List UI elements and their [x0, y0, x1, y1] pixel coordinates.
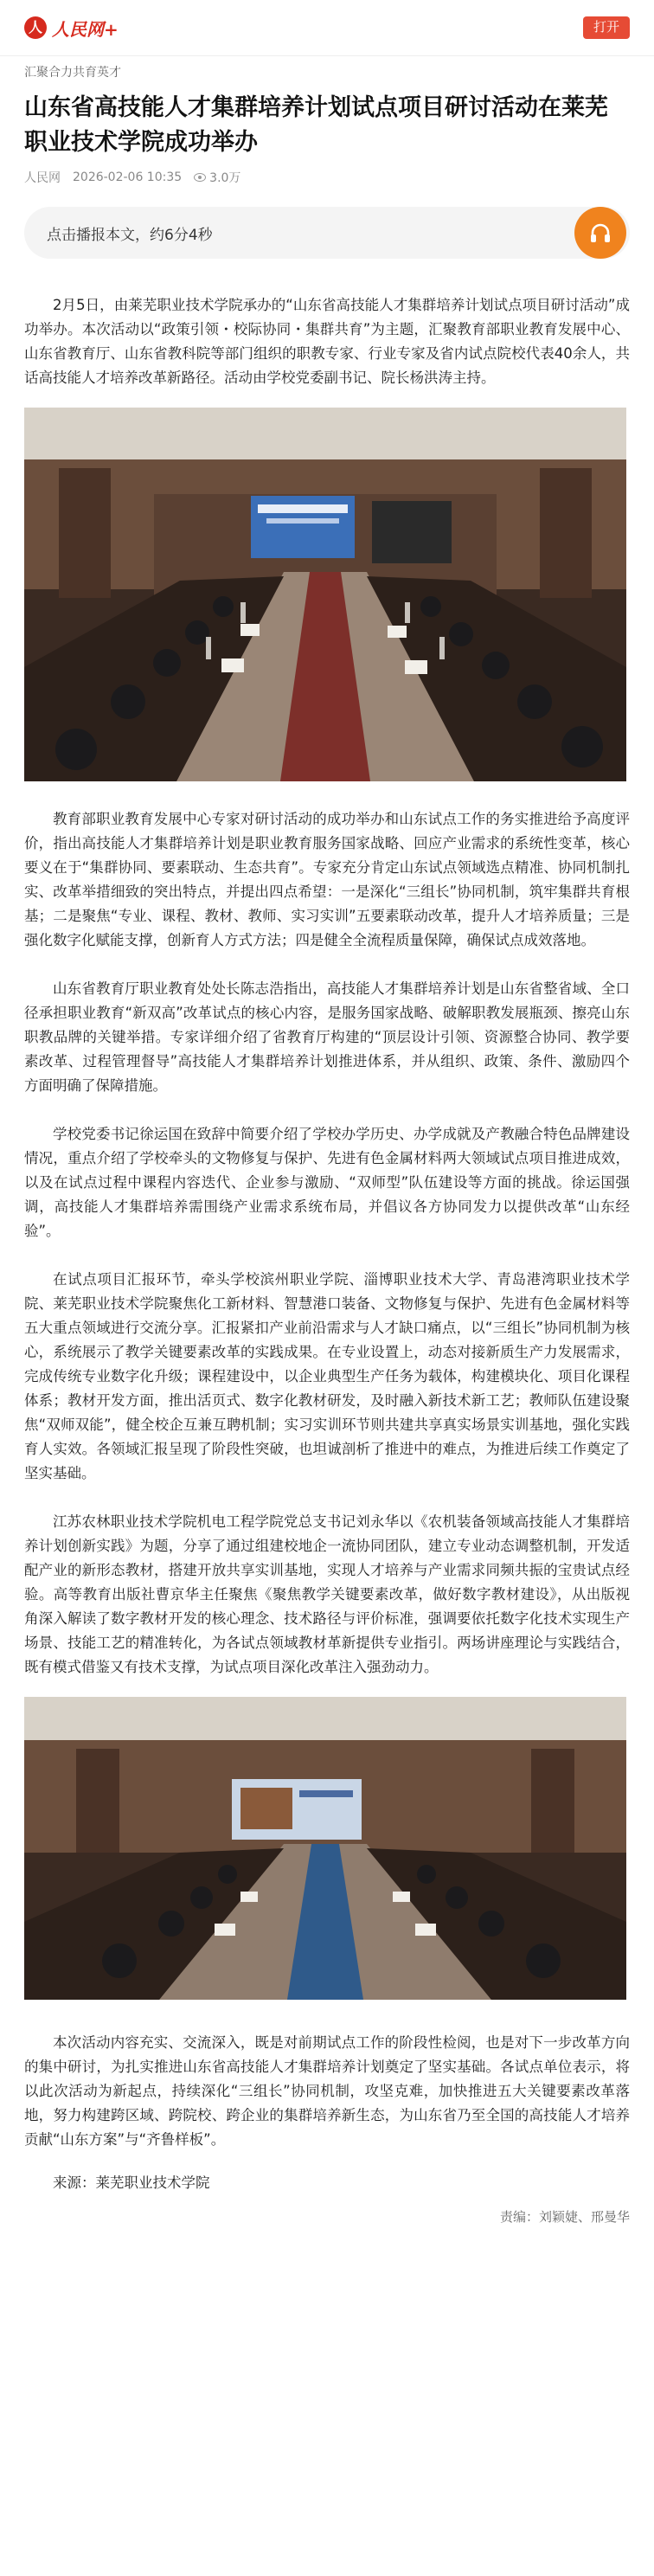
top-bar — [0, 0, 654, 56]
headphones-icon — [587, 220, 613, 246]
audio-label: 点击播报本文，约6分4秒 — [47, 226, 213, 244]
publish-datetime: 2026-02-06 10:35 — [73, 170, 183, 184]
eye-icon — [194, 173, 206, 182]
meeting-photo-2 — [24, 1697, 626, 2000]
meeting-photo-2-image — [24, 1697, 626, 2000]
meeting-photo-1-image — [24, 408, 626, 781]
logo-text: 人民网+ — [52, 18, 119, 40]
logo-mark-icon: 人 — [24, 16, 47, 39]
article-paragraph: 山东省教育厅职业教育处处长陈志浩指出，高技能人才集群培养计划是山东省整省域、全口径承担职业教育“新双高”改革试点的核心内容，是服务国家战略、破解职教发展瓶颈、擦亮山东职教品牌的关键举措。专家详细介绍了省教育厅构建的“顶层设计引领、资源整合协同、教学要素改革、过程管理督导”高技能人才集群培养计划推进体系，并从组织、政策、条件、激励四个方面明确了保障措施。 — [24, 980, 630, 1094]
view-count-value: 3.0万 — [209, 171, 241, 185]
source-line: 来源：莱芜职业技术学院 — [53, 2175, 210, 2191]
editor-line: 责编：刘颖婕、邢曼华 — [499, 2209, 630, 2225]
channel-label: 汇聚合力共育英才 — [24, 66, 121, 80]
view-count — [194, 169, 240, 186]
article-title: 山东省高技能人才集群培养计划试点项目研讨活动在莱芜职业技术学院成功举办 — [24, 94, 608, 156]
meeting-photo-1 — [24, 408, 626, 781]
audio-player[interactable] — [24, 207, 630, 259]
article — [0, 63, 654, 2226]
article-paragraph: 教育部职业教育发展中心专家对研讨活动的成功举办和山东试点工作的务实推进给予高度评价，指出高技能人才集群培养计划是职业教育服务国家战略、回应产业需求的系统性变革，核心要义在于“集群协同、要素联动、生态共育”。专家充分肯定山东试点领域选点精准、协同机制扎实、改革举措细致的突出特点，并提出四点希望：一是深化“三组长”协同机制，筑牢集群共育根基；二是聚焦“专业、课程、教材、教师、实习实训”五要素联动改革，提升人才培养质量；三是强化数字化赋能支撑，创新育人方式方法；四是健全全流程质量保障，确保试点成效落地。 — [24, 811, 630, 948]
article-paragraph: 学校党委书记徐运国在致辞中简要介绍了学校办学历史、办学成就及产教融合特色品牌建设情况，重点介绍了学校牵头的文物修复与保护、先进有色金属材料两大领域试点项目推进成效，以及在试点过程中课程内容迭代、企业参与激励、“双师型”队伍建设等方面的挑战。徐运国强调，高技能人才集群培养需围绕产业需求系统布局，并倡议各方协同发力以提供改革“山东经验”。 — [24, 1126, 630, 1239]
article-paragraph: 2月5日，由莱芜职业技术学院承办的“山东省高技能人才集群培养计划试点项目研讨活动”成功举办。本次活动以“政策引领・校际协同・集群共育”为主题，汇聚教育部职业教育发展中心、山东省教育厅、山东省教科院等部门组织的职教专家、行业专家及省内试点院校代表40余人，共话高技能人才培养改革新路径。活动由学校党委副书记、院长杨洪涛主持。 — [24, 297, 630, 386]
article-paragraph: 在试点项目汇报环节，牵头学校滨州职业学院、淄博职业技术大学、青岛港湾职业技术学院、莱芜职业技术学院聚焦化工新材料、智慧港口装备、文物修复与保护、先进有色金属材料等五大重点领域进行交流分享。汇报紧扣产业前沿需求与人才缺口痛点，以“三组长”协同机制为核心，系统展示了教学关键要素改革的实践成果。在专业设置上，动态对接新质生产力发展需求，完成传统专业数字化升级；课程建设中，以企业典型生产任务为载体，构建模块化、项目化课程体系；教材开发方面，推出活页式、数字化教材研发，及时融入新技术新工艺；教师队伍建设聚焦“双师双能”，健全校企互兼互聘机制；实习实训环节则共建共享真实场景实训基地，强化实践育人实效。各领域汇报呈现了阶段性突破，也坦诚剖析了推进中的难点，为推进后续工作奠定了坚实基础。 — [24, 1271, 630, 1481]
audio-play-button[interactable] — [574, 207, 626, 259]
article-paragraph: 本次活动内容充实、交流深入，既是对前期试点工作的阶段性检阅，也是对下一步改革方向的集中研讨，为扎实推进山东省高技能人才集群培养计划奠定了坚实基础。各试点单位表示，将以此次活动为新起点，持续深化“三组长”协同机制，攻坚克难，加快推进五大关键要素改革落地，努力构建跨区域、跨院校、跨企业的集群培养新生态，为山东省乃至全国的高技能人才培养贡献“山东方案”与“齐鲁样板”。 — [24, 2034, 630, 2148]
open-app-button[interactable]: 打开 — [583, 16, 630, 39]
people-daily-logo[interactable] — [24, 16, 119, 41]
article-paragraph: 江苏农林职业技术学院机电工程学院党总支书记刘永华以《农机装备领域高技能人才集群培养计划创新实践》为题，分享了通过组建校地企一流协同团队，建立专业动态调整机制，开发适配产业的新形态教材，搭建开放共享实训基地，实现人才培养与产业需求同频共振的宝贵试点经验。高等教育出版社曹京华主任聚焦《聚焦教学关键要素改革，做好数字教材建设》，从出版视角深入解读了数字教材开发的核心理念、技术路径与评价标准，强调要依托数字化技术实现生产场景、技能工艺的精准转化，为各试点领域教材革新提供专业指引。两场讲座理论与实践结合，既有模式借鉴又有技术支撑，为试点项目深化改革注入强劲动力。 — [24, 1513, 630, 1675]
article-meta — [24, 169, 630, 186]
source-site: 人民网 — [24, 171, 61, 185]
